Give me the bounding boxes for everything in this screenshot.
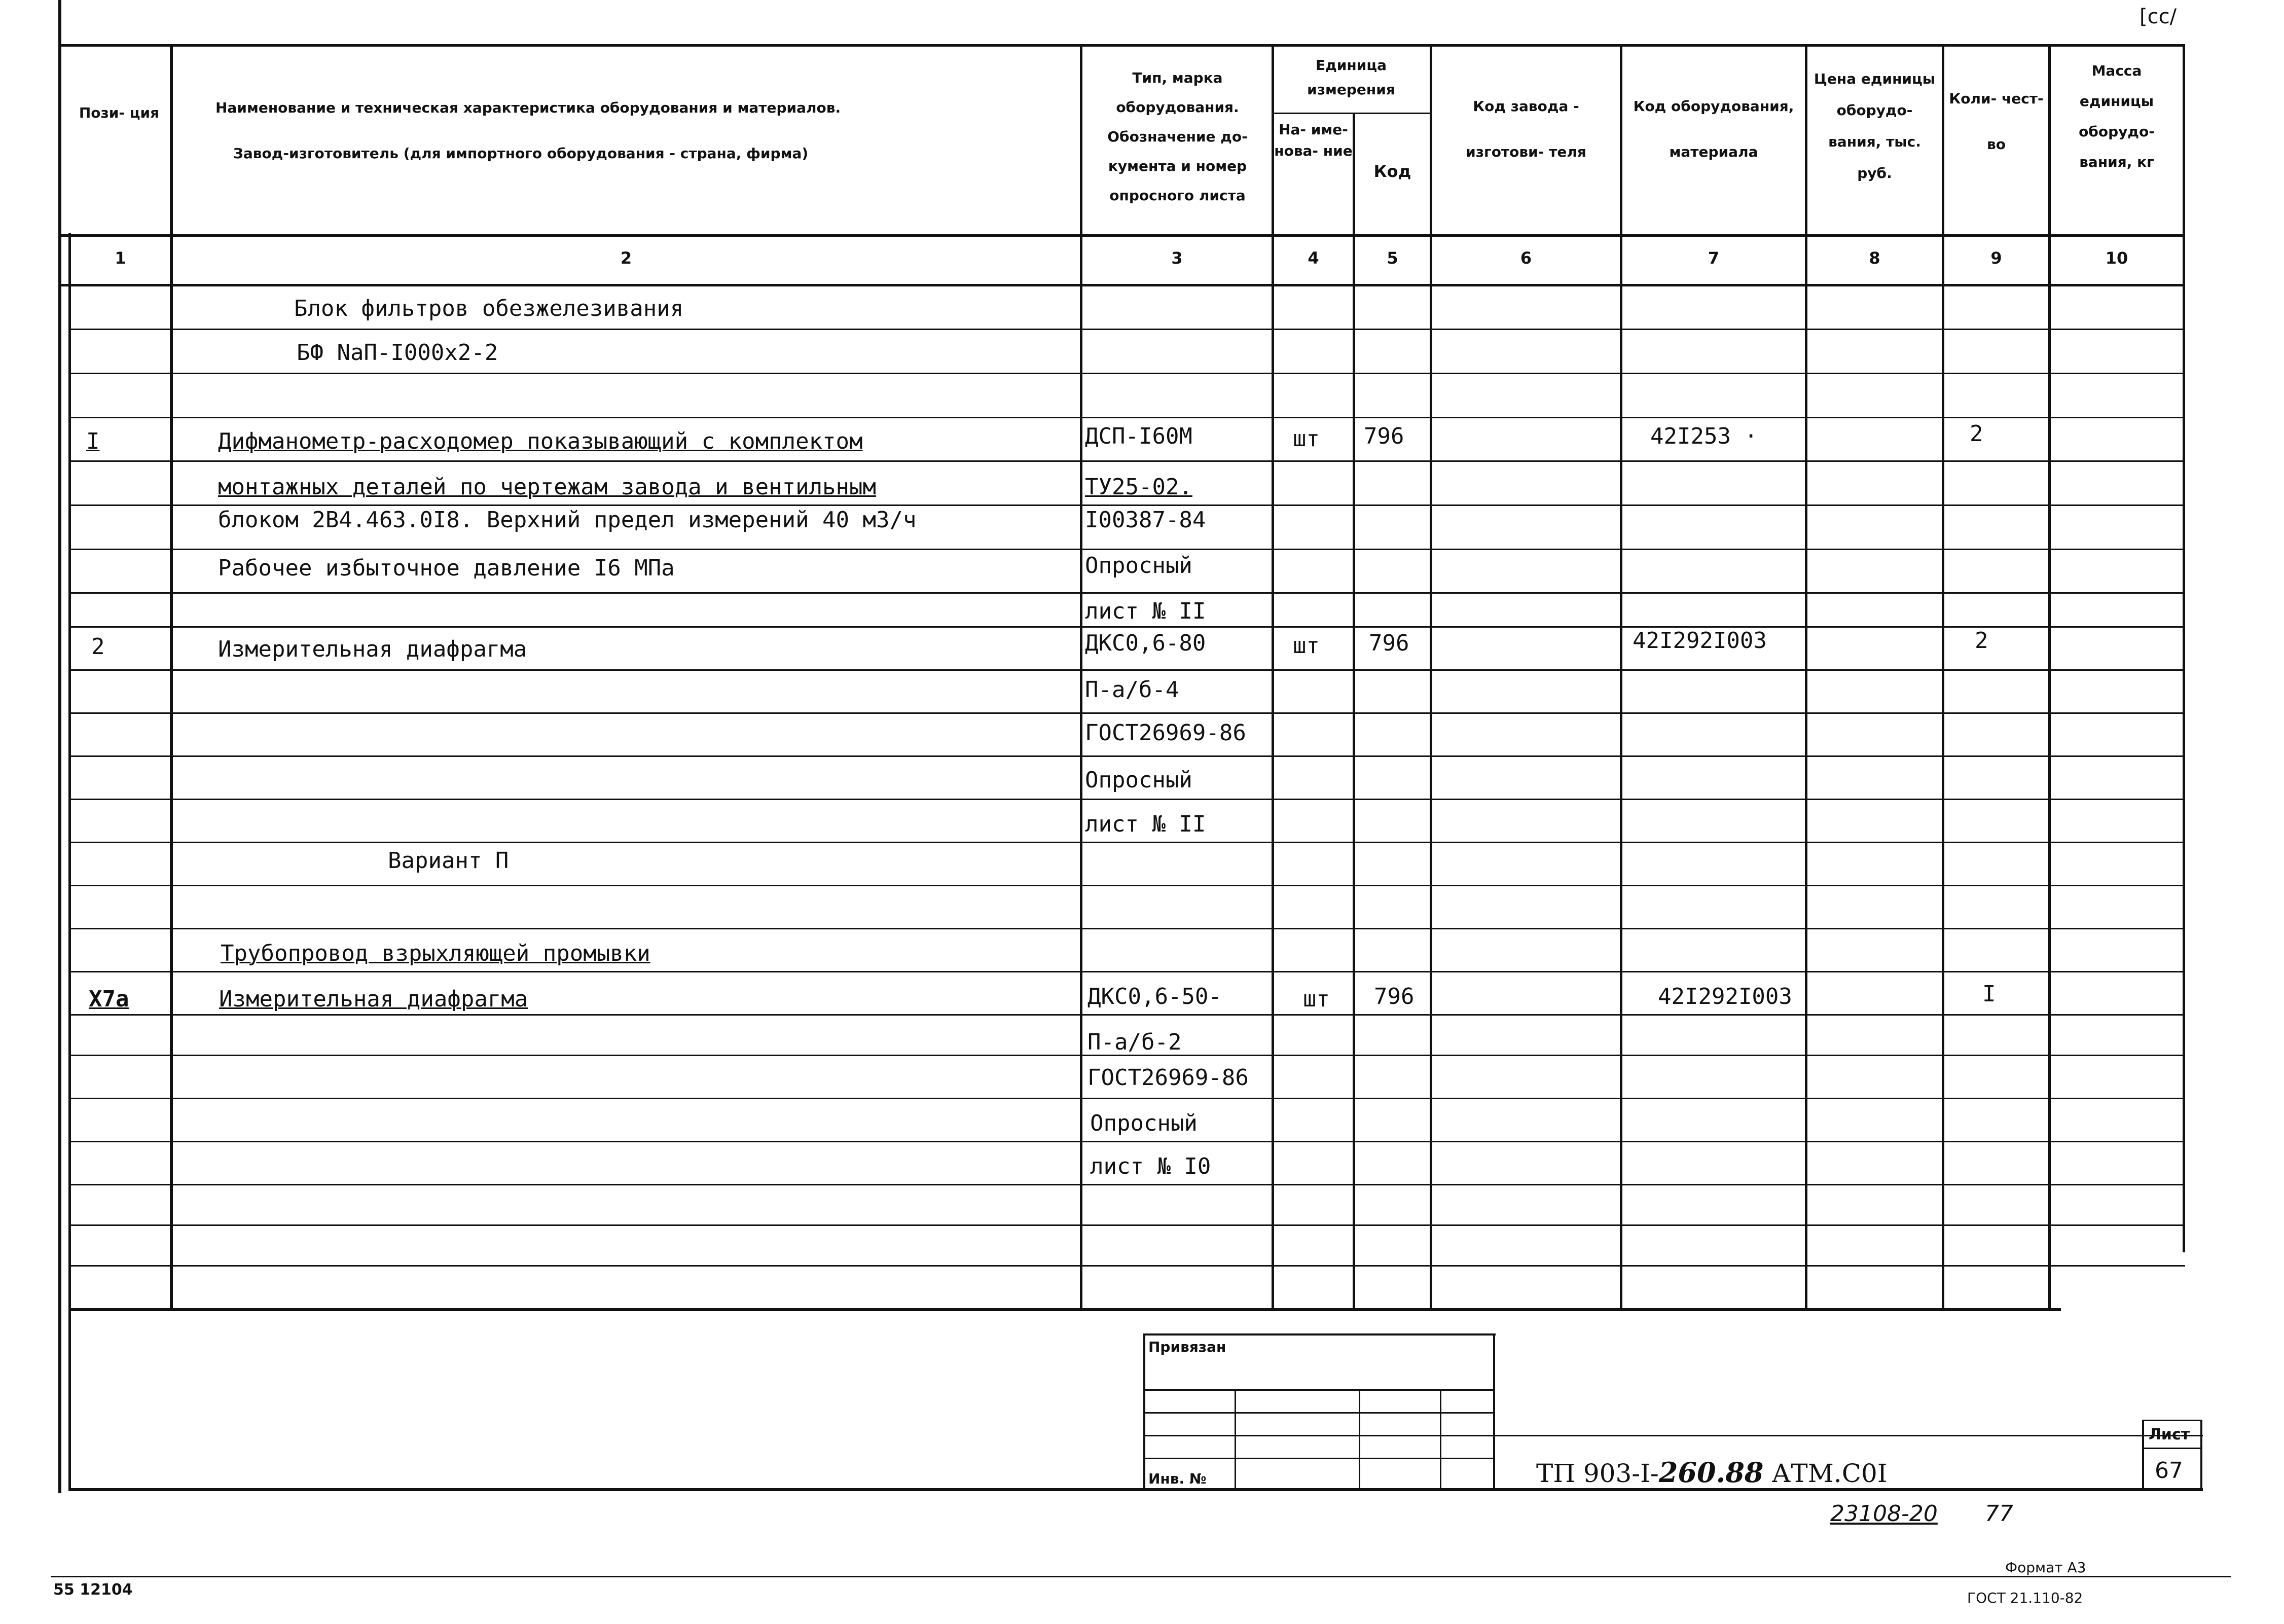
row-quantity: 2 xyxy=(1970,421,1983,447)
row-type: лист № I0 xyxy=(1090,1153,1211,1179)
row-type: П-а/б-2 xyxy=(1087,1029,1182,1055)
footer-code: 55 12104 xyxy=(53,1581,133,1599)
header-factory-code: Код завода - изготови- теля xyxy=(1466,98,1586,160)
header-unit-name: На- име- нова- ние xyxy=(1274,121,1353,159)
bound-label: Привязан xyxy=(1148,1339,1226,1355)
header-unit-code: Код xyxy=(1373,162,1411,181)
header-name-line1: Наименование и техническая характеристика оборудования и материалов. xyxy=(215,99,841,116)
row-type: Опросный xyxy=(1085,767,1192,793)
row-position: 2 xyxy=(91,634,105,660)
col-num: 9 xyxy=(1990,248,2002,268)
header-unit-group: Единица измерения xyxy=(1307,57,1395,98)
row-position: I xyxy=(86,428,100,454)
col-num: 7 xyxy=(1708,248,1720,268)
row-name: монтажных деталей по чертежам завода и вентильным xyxy=(218,474,877,500)
col-num: 10 xyxy=(2105,248,2128,268)
variant-title: Вариант П xyxy=(388,848,509,874)
col-num: 3 xyxy=(1171,248,1183,268)
document-designation xyxy=(1536,1456,1888,1489)
row-type: ГОСТ26969-86 xyxy=(1087,1065,1249,1091)
row-quantity: I xyxy=(1982,981,1996,1007)
footer-gost: ГОСТ 21.110-82 xyxy=(1967,1590,2083,1606)
row-unit: шт xyxy=(1303,986,1330,1012)
row-type: лист № II xyxy=(1085,811,1206,837)
row-name: блоком 2В4.463.0I8. Верхний предел измерений 40 м3/ч xyxy=(218,507,917,533)
col-num: 5 xyxy=(1387,248,1398,268)
block-subtitle: БФ NaП-I000x2-2 xyxy=(297,340,498,366)
header-name-line2: Завод-изготовитель (для импортного оборудования - страна, фирма) xyxy=(233,145,809,162)
col-num: 8 xyxy=(1869,248,1880,268)
section-title: Трубопровод взрыхляющей промывки xyxy=(221,941,650,966)
row-position: Х7а xyxy=(89,986,129,1012)
row-name: Дифманометр-расходомер показывающий с комплектом xyxy=(218,428,863,454)
row-unit-code: 796 xyxy=(1374,984,1415,1009)
col-num: 6 xyxy=(1520,248,1532,268)
doc-prefix: ТП 903-I- xyxy=(1536,1459,1659,1488)
col-num: 1 xyxy=(115,248,126,268)
row-name: Измерительная диафрагма xyxy=(219,986,528,1012)
row-type: I00387-84 xyxy=(1085,507,1206,533)
row-type: ДКС0,6-50- xyxy=(1087,984,1222,1009)
inventory-label: Инв. № xyxy=(1148,1470,1207,1487)
row-type: ГОСТ26969-86 xyxy=(1085,720,1246,746)
col-num: 2 xyxy=(620,248,632,268)
header-position: Пози- ция xyxy=(79,104,160,121)
row-equipment-code: 42I292I003 xyxy=(1633,628,1767,654)
row-type: ДКС0,6-80 xyxy=(1085,630,1206,656)
row-type: Опросный xyxy=(1085,553,1192,579)
row-unit-code: 796 xyxy=(1369,630,1409,656)
row-type: ДСП-I60М xyxy=(1085,423,1192,449)
doc-suffix: АТМ.С0I xyxy=(1763,1459,1888,1488)
row-equipment-code: 42I292I003 xyxy=(1658,984,1792,1009)
row-type: лист № II xyxy=(1085,598,1206,624)
row-unit-code: 796 xyxy=(1364,423,1404,449)
handwritten-page-number: 77 xyxy=(1985,1501,2013,1527)
row-name: Измерительная диафрагма xyxy=(218,636,527,662)
row-unit: шт xyxy=(1293,426,1320,452)
row-type: Опросный xyxy=(1090,1110,1198,1136)
header-equipment-code: Код оборудования, материала xyxy=(1633,98,1794,160)
row-equipment-code: 42I253 · xyxy=(1650,423,1758,449)
header-quantity: Коли- чест- во xyxy=(1949,90,2044,153)
sheet-label: Лист xyxy=(2149,1426,2190,1443)
row-type: ТУ25-02. xyxy=(1085,474,1192,500)
row-unit: шт xyxy=(1293,633,1320,659)
corner-mark: [ᴄᴄ/ xyxy=(2140,5,2177,28)
row-name: Рабочее избыточное давление I6 МПа xyxy=(218,555,675,581)
row-type: П-а/б-4 xyxy=(1085,677,1179,703)
sheet-number: 67 xyxy=(2155,1458,2183,1484)
row-quantity: 2 xyxy=(1975,628,1988,654)
header-unit-price: Цена единицы оборудо- вания, тыс. руб. xyxy=(1814,70,1936,182)
footer-format: Формат А3 xyxy=(2005,1559,2086,1576)
col-num: 4 xyxy=(1308,248,1319,268)
header-type: Тип, марка оборудования. Обозначение до- кумента и номер опросного листа xyxy=(1107,69,1248,204)
header-mass: Масса единицы оборудо- вания, кг xyxy=(2079,62,2155,170)
doc-handwritten-number: 260.88 xyxy=(1658,1456,1764,1489)
block-title: Блок фильтров обезжелезивания xyxy=(294,296,684,321)
handwritten-archive-number: 23108-20 xyxy=(1830,1501,1938,1527)
